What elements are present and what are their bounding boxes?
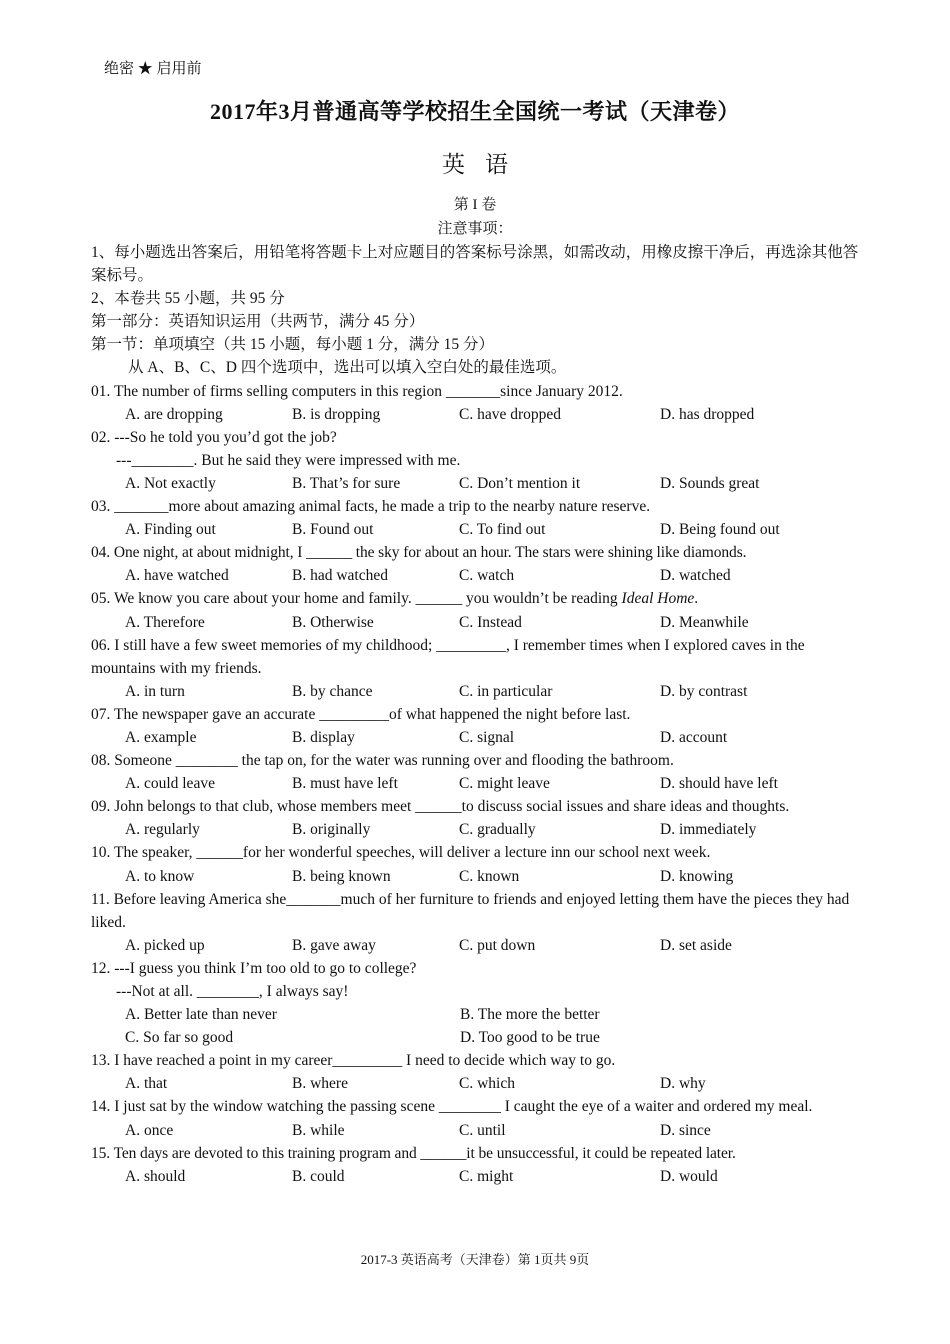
option-b: B. must have left xyxy=(292,775,398,793)
note-2: 2、本卷共 55 小题，共 95 分 xyxy=(91,290,285,308)
options-row xyxy=(91,1119,871,1142)
option-d: D. Meanwhile xyxy=(660,613,749,631)
option-c: C. gradually xyxy=(459,821,536,839)
option-d: D. Sounds great xyxy=(660,474,760,492)
option-a: A. regularly xyxy=(125,821,200,839)
option-d: D. would xyxy=(660,1167,718,1185)
option-b: B. could xyxy=(292,1167,345,1185)
option-a: A. Therefore xyxy=(125,613,205,631)
question-stem xyxy=(91,587,871,610)
option-b: B. is dropping xyxy=(292,405,381,423)
options-row xyxy=(91,1072,871,1095)
question-stem: 09. John belongs to that club, whose members meet ______to discuss social issues and share ideas and thoughts. xyxy=(91,798,790,816)
options-row xyxy=(91,1003,871,1026)
option-a: A. that xyxy=(125,1075,168,1093)
subject-title: 英语 xyxy=(442,152,528,177)
option-a: A. example xyxy=(125,728,197,746)
magazine-title: Ideal Home xyxy=(621,590,695,608)
question-stem: 08. Someone ________ the tap on, for the water was running over and flooding the bathroom. xyxy=(91,752,674,770)
option-b: B. That’s for sure xyxy=(292,474,401,492)
volume-label: 第 I 卷 xyxy=(453,197,497,213)
question-stem-line-2: ---Not at all. ________, I always say! xyxy=(116,983,349,1000)
option-a: A. Finding out xyxy=(125,521,216,539)
section-1-heading: 第一节：单项填空（共 15 小题，每小题 1 分，满分 15 分） xyxy=(91,336,495,354)
option-b: B. where xyxy=(292,1075,348,1093)
option-b: B. gave away xyxy=(292,936,376,954)
option-b: B. had watched xyxy=(292,567,388,585)
confidential-label: 绝密 ★ 启用前 xyxy=(104,61,202,77)
question-stem: 02. ---So he told you you’d got the job? xyxy=(91,428,337,446)
option-a: A. to know xyxy=(125,867,195,885)
option-c: C. which xyxy=(459,1075,515,1093)
option-d: D. Being found out xyxy=(660,521,780,539)
option-a: A. in turn xyxy=(125,682,185,700)
options-row xyxy=(91,1026,871,1049)
page-footer: 2017-3 英语高考（天津卷）第 1页共 9页 xyxy=(360,1252,590,1267)
option-c: C. watch xyxy=(459,567,515,585)
options-row xyxy=(91,865,871,888)
option-d: D. since xyxy=(660,1121,711,1139)
options-row xyxy=(91,772,871,795)
option-d: D. Too good to be true xyxy=(460,1029,600,1047)
option-c: C. known xyxy=(459,867,520,885)
option-b: B. The more the better xyxy=(460,1006,600,1024)
question-stem: 01. The number of firms selling computers in this region _______since January 2012. xyxy=(91,382,623,400)
option-b: B. by chance xyxy=(292,682,373,700)
option-d: D. watched xyxy=(660,567,731,585)
question-stem: 14. I just sat by the window watching the passing scene ________ I caught the eye of a waiter and ordered my meal. xyxy=(91,1098,813,1116)
option-c: C. put down xyxy=(459,936,536,954)
option-c: C. might leave xyxy=(459,775,550,793)
option-b: B. display xyxy=(292,728,355,746)
option-c: C. until xyxy=(459,1121,506,1139)
option-c: C. might xyxy=(459,1167,514,1185)
question-stem: 11. Before leaving America she_______much of her furniture to friends and enjoyed letting them have the pieces they had liked. xyxy=(91,890,850,931)
options-row xyxy=(91,934,871,957)
question-stem: 12. ---I guess you think I’m too old to go to college? xyxy=(91,959,417,977)
option-b: B. being known xyxy=(292,867,391,885)
option-c: C. To find out xyxy=(459,521,546,539)
part-1-heading: 第一部分：英语知识运用（共两节，满分 45 分） xyxy=(91,313,425,331)
options-row xyxy=(91,818,871,841)
options-row xyxy=(91,726,871,749)
question-stem: 03. _______more about amazing animal facts, he made a trip to the nearby nature reserve. xyxy=(91,498,651,516)
option-c: C. Instead xyxy=(459,613,522,631)
section-instruction: 从 A、B、C、D 四个选项中，选出可以填入空白处的最佳选项。 xyxy=(128,359,567,377)
option-c: C. have dropped xyxy=(459,405,562,423)
option-d: D. has dropped xyxy=(660,405,755,423)
option-a: A. Better late than never xyxy=(125,1006,277,1024)
options-row xyxy=(91,403,871,426)
option-d: D. account xyxy=(660,728,728,746)
question-stem: 15. Ten days are devoted to this training program and ______it be unsuccessful, it could be repeated later. xyxy=(91,1144,736,1162)
exam-title: 2017年3月普通高等学校招生全国统一考试（天津卷） xyxy=(209,99,740,124)
option-c: C. Don’t mention it xyxy=(459,474,581,492)
option-b: B. while xyxy=(292,1121,345,1139)
question-stem: 07. The newspaper gave an accurate _________of what happened the night before last. xyxy=(91,705,631,723)
option-a: A. should xyxy=(125,1167,186,1185)
option-b: B. originally xyxy=(292,821,371,839)
option-b: B. Found out xyxy=(292,521,374,539)
option-a: A. once xyxy=(125,1121,174,1139)
option-a: A. are dropping xyxy=(125,405,223,423)
option-b: B. Otherwise xyxy=(292,613,374,631)
note-1: 1、每小题选出答案后，用铅笔将答题卡上对应题目的答案标号涂黑，如需改动，用橡皮擦干净后，再选涂其他答案标号。 xyxy=(91,244,859,285)
question-stem: 04. One night, at about midnight, I ______ the sky for about an hour. The stars were shining like diamonds. xyxy=(91,544,747,562)
option-c: C. signal xyxy=(459,728,515,746)
question-stem: 06. I still have a few sweet memories of my childhood; _________, I remember times when I explored caves in the mountains with my friends. xyxy=(91,636,805,677)
option-a: A. Not exactly xyxy=(125,474,216,492)
exam-body xyxy=(91,241,871,1188)
option-d: D. should have left xyxy=(660,775,778,793)
option-d: D. why xyxy=(660,1075,706,1093)
options-row xyxy=(91,680,871,703)
option-d: D. set aside xyxy=(660,936,732,954)
option-d: D. by contrast xyxy=(660,682,748,700)
option-a: A. could leave xyxy=(125,775,215,793)
options-row xyxy=(91,472,871,495)
option-d: D. immediately xyxy=(660,821,757,839)
question-stem-line-2: ---________. But he said they were impressed with me. xyxy=(116,451,461,469)
question-stem-text: 05. We know you care about your home and family. ______ you wouldn’t be reading xyxy=(91,590,622,608)
option-d: D. knowing xyxy=(660,867,734,885)
option-c: C. So far so good xyxy=(125,1029,234,1047)
options-row xyxy=(91,564,871,587)
notice-heading: 注意事项： xyxy=(437,221,513,237)
option-a: A. picked up xyxy=(125,936,205,954)
options-row xyxy=(91,611,871,634)
question-stem: 10. The speaker, ______for her wonderful speeches, will deliver a lecture inn our school next week. xyxy=(91,844,711,862)
options-row xyxy=(91,518,871,541)
question-stem-end: . xyxy=(694,590,699,608)
question-stem: 13. I have reached a point in my career_________ I need to decide which way to go. xyxy=(91,1052,616,1070)
options-row xyxy=(91,1165,871,1188)
option-a: A. have watched xyxy=(125,567,229,585)
option-c: C. in particular xyxy=(459,682,553,700)
